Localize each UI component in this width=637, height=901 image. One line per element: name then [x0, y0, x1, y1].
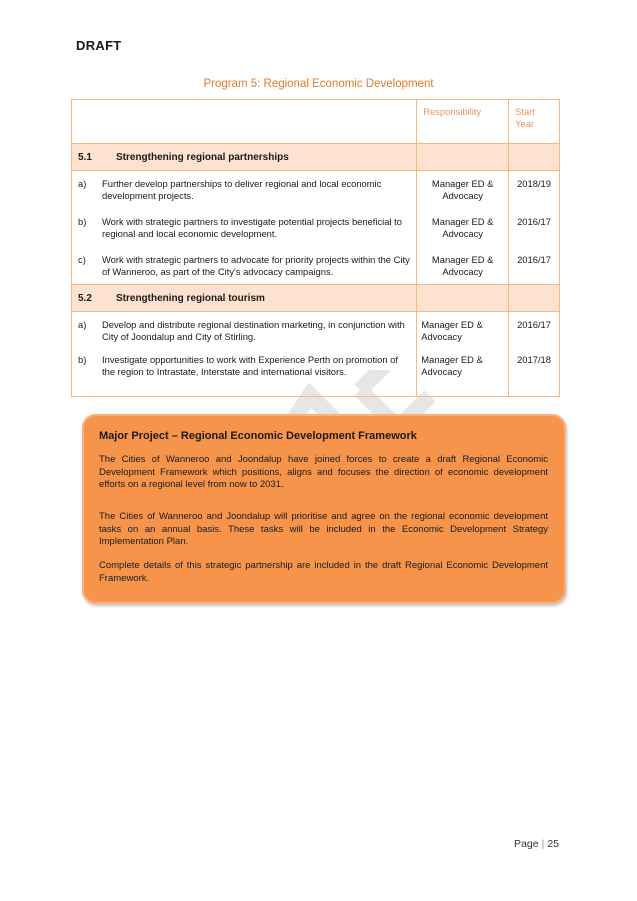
start-year-cell: 2016/17 — [517, 319, 551, 330]
section-header-5-2 — [72, 285, 560, 312]
table-row — [72, 354, 416, 392]
start-year-cell: 2016/17 — [517, 254, 551, 265]
major-project-paragraph-2: The Cities of Wanneroo and Joondalup will prioritise and agree on the regional economic development tasks on an annual basis. These tasks will be included in the Economic Development Strategy Implementation Plan. — [99, 511, 548, 547]
item-label: a) — [78, 319, 87, 330]
major-project-title: Major Project – Regional Economic Development Framework — [99, 430, 417, 442]
major-project-box — [82, 414, 566, 604]
responsibility-cell: Manager ED & Advocacy — [421, 354, 483, 377]
item-label: b) — [78, 354, 87, 365]
draft-header: DRAFT — [76, 38, 122, 53]
section-number: 5.2 — [78, 292, 92, 304]
section-body-5-1 — [72, 171, 560, 285]
section-number: 5.1 — [78, 151, 92, 163]
section-title: Strengthening regional partnerships — [116, 151, 289, 163]
page-label: Page — [514, 838, 539, 850]
item-text: Work with strategic partners to advocate for priority projects within the City of Wanneroo, as part of the City's advocacy campaigns. — [102, 254, 410, 277]
major-project-paragraph-3: Complete details of this strategic partnership are included in the draft Regional Economic Development Framework. — [99, 560, 548, 584]
start-year-line1: Start — [515, 106, 535, 117]
program-title: Program 5: Regional Economic Development — [203, 78, 434, 90]
start-year-cell: 2018/19 — [517, 178, 551, 189]
section-header-5-1 — [72, 144, 560, 171]
table-row — [72, 319, 416, 354]
start-year-header — [509, 100, 560, 144]
page-number: 25 — [547, 838, 559, 850]
page-footer — [514, 838, 559, 850]
responsibility-cell: Manager ED & Advocacy — [421, 319, 483, 342]
program-table — [71, 99, 560, 397]
major-project-paragraph-1: The Cities of Wanneroo and Joondalup have joined forces to create a draft Regional Economic Development Framework which positions, aligns and focuses the direction of economic development efforts on a regional level from now to 2031. — [99, 454, 548, 490]
table-row — [72, 216, 416, 254]
start-year-line2: Year — [515, 118, 535, 129]
item-label: b) — [78, 216, 87, 227]
table-row — [72, 254, 416, 278]
header-blank-cell — [72, 100, 417, 144]
item-text: Investigate opportunities to work with Experience Perth on promotion of the region to Intrastate, Interstate and international visitors. — [102, 354, 398, 377]
item-text: Further develop partnerships to deliver regional and local economic development projects. — [102, 178, 382, 201]
table-row — [72, 178, 416, 216]
section-title: Strengthening regional tourism — [116, 292, 265, 304]
item-text: Develop and distribute regional destination marketing, in conjunction with City of Joondalup and City of Stirling. — [102, 319, 405, 342]
start-year-cell: 2016/17 — [517, 216, 551, 227]
responsibility-cell: Manager ED & Advocacy — [431, 178, 494, 201]
section-body-5-2 — [72, 312, 560, 397]
responsibility-header: Responsibility — [417, 100, 509, 144]
item-label: c) — [78, 254, 86, 265]
item-label: a) — [78, 178, 87, 189]
item-text: Work with strategic partners to investigate potential projects beneficial to regional and local economic development. — [102, 216, 402, 239]
responsibility-cell: Manager ED & Advocacy — [431, 216, 494, 239]
footer-separator: | — [541, 838, 545, 850]
start-year-cell: 2017/18 — [517, 354, 551, 365]
responsibility-cell: Manager ED & Advocacy — [431, 254, 494, 277]
